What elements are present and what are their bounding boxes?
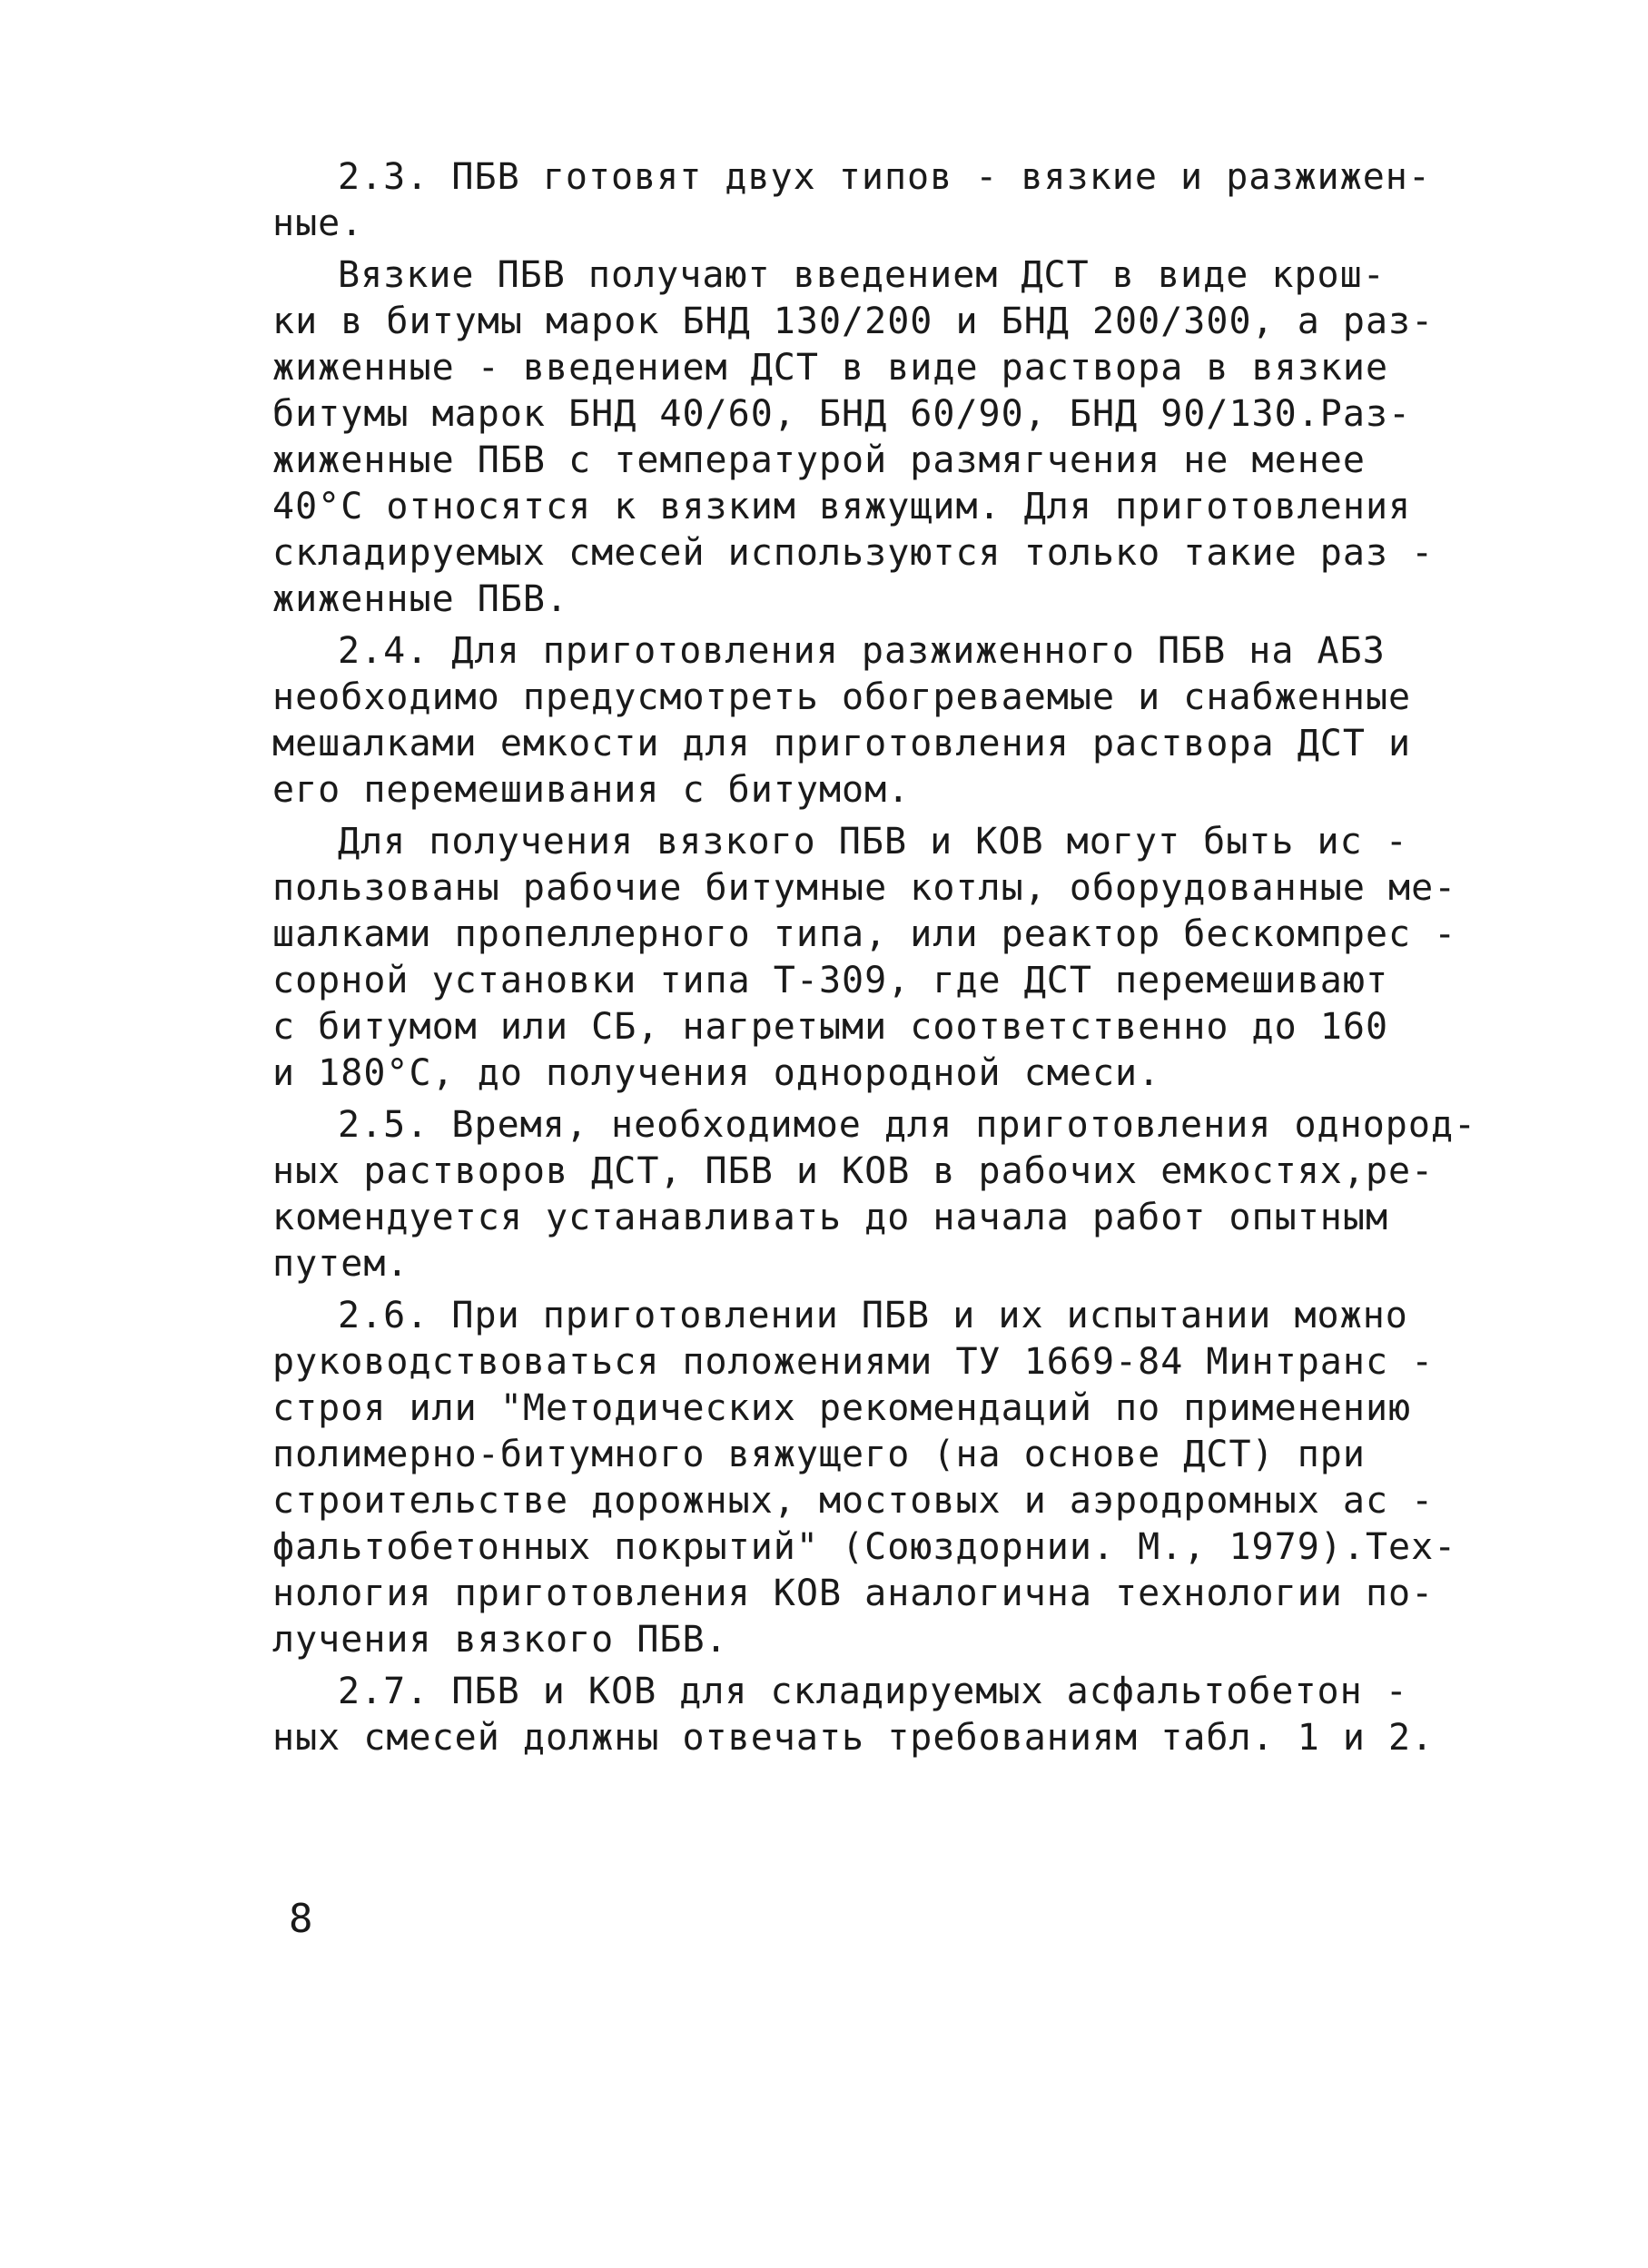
text-line: Для получения вязкого ПБВ и КОВ могут быть ис - bbox=[338, 821, 1408, 863]
text-line: строительстве дорожных, мостовых и аэродромных ас - bbox=[272, 1480, 1435, 1522]
text-line: нология приготовления КОВ аналогична технологии по- bbox=[272, 1573, 1435, 1614]
paragraph-2-5 bbox=[272, 1102, 1477, 1287]
text-line: руководствоваться положениями ТУ 1669-84 Минтранс - bbox=[272, 1341, 1435, 1383]
text-line: шалками пропеллерного типа, или реактор бескомпрес - bbox=[272, 913, 1457, 955]
text-line: и 180°С, до получения однородной смеси. bbox=[272, 1052, 1161, 1094]
paragraph-2-6 bbox=[272, 1293, 1462, 1663]
paragraph-equipment bbox=[272, 819, 1462, 1097]
text-line: ки в битумы марок БНД 130/200 и БНД 200/300, а раз- bbox=[272, 301, 1435, 342]
text-line: фальтобетонных покрытий" (Союздорнии. М., 1979).Тех- bbox=[272, 1526, 1457, 1568]
paragraph-2-4 bbox=[272, 628, 1462, 814]
document-body bbox=[272, 154, 1477, 1767]
text-line: строя или "Методических рекомендаций по применению bbox=[272, 1387, 1412, 1429]
text-line: 2.5. Время, необходимое для приготовления однород- bbox=[338, 1104, 1477, 1146]
paragraph-2-7 bbox=[272, 1669, 1462, 1761]
text-line: 2.7. ПБВ и КОВ для складируемых асфальтобетон - bbox=[338, 1671, 1408, 1712]
text-line: сорной установки типа Т-309, где ДСТ перемешивают bbox=[272, 960, 1389, 1001]
text-line: лучения вязкого ПБВ. bbox=[272, 1619, 728, 1661]
text-line: жиженные - введением ДСТ в виде раствора в вязкие bbox=[272, 347, 1389, 389]
text-line: его перемешивания с битумом. bbox=[272, 769, 911, 811]
paragraph-2-3 bbox=[272, 154, 1462, 247]
text-line: необходимо предусмотреть обогреваемые и снабженные bbox=[272, 676, 1412, 718]
text-line: 40°С относятся к вязким вяжущим. Для приготовления bbox=[272, 486, 1412, 528]
text-line: пользованы рабочие битумные котлы, оборудованные ме- bbox=[272, 867, 1457, 909]
text-line: складируемых смесей используются только такие раз - bbox=[272, 532, 1435, 574]
text-line: полимерно-битумного вяжущего (на основе ДСТ) при bbox=[272, 1434, 1366, 1475]
text-line: ных растворов ДСТ, ПБВ и КОВ в рабочих емкостях,ре- bbox=[272, 1150, 1435, 1192]
text-line: 2.3. ПБВ готовят двух типов - вязкие и разжижен- bbox=[338, 156, 1431, 198]
page-number: 8 bbox=[289, 1896, 313, 1942]
text-line: комендуется устанавливать до начала работ опытным bbox=[272, 1197, 1389, 1238]
text-line: ных смесей должны отвечать требованиям табл. 1 и 2. bbox=[272, 1717, 1435, 1759]
text-line: Вязкие ПБВ получают введением ДСТ в виде крош- bbox=[338, 254, 1386, 296]
text-line: путем. bbox=[272, 1243, 410, 1285]
text-line: жиженные ПБВ с температурой размягчения не менее bbox=[272, 439, 1366, 481]
text-line: жиженные ПБВ. bbox=[272, 578, 569, 620]
text-line: битумы марок БНД 40/60, БНД 60/90, БНД 90/130.Раз- bbox=[272, 393, 1412, 435]
paragraph-viscous-pbv bbox=[272, 252, 1462, 623]
text-line: ные. bbox=[272, 202, 364, 244]
text-line: мешалками емкости для приготовления раствора ДСТ и bbox=[272, 723, 1412, 764]
text-line: 2.4. Для приготовления разжиженного ПБВ на АБЗ bbox=[338, 630, 1386, 672]
text-line: 2.6. При приготовлении ПБВ и их испытании можно bbox=[338, 1295, 1408, 1336]
text-line: с битумом или СБ, нагретыми соответственно до 160 bbox=[272, 1006, 1389, 1048]
